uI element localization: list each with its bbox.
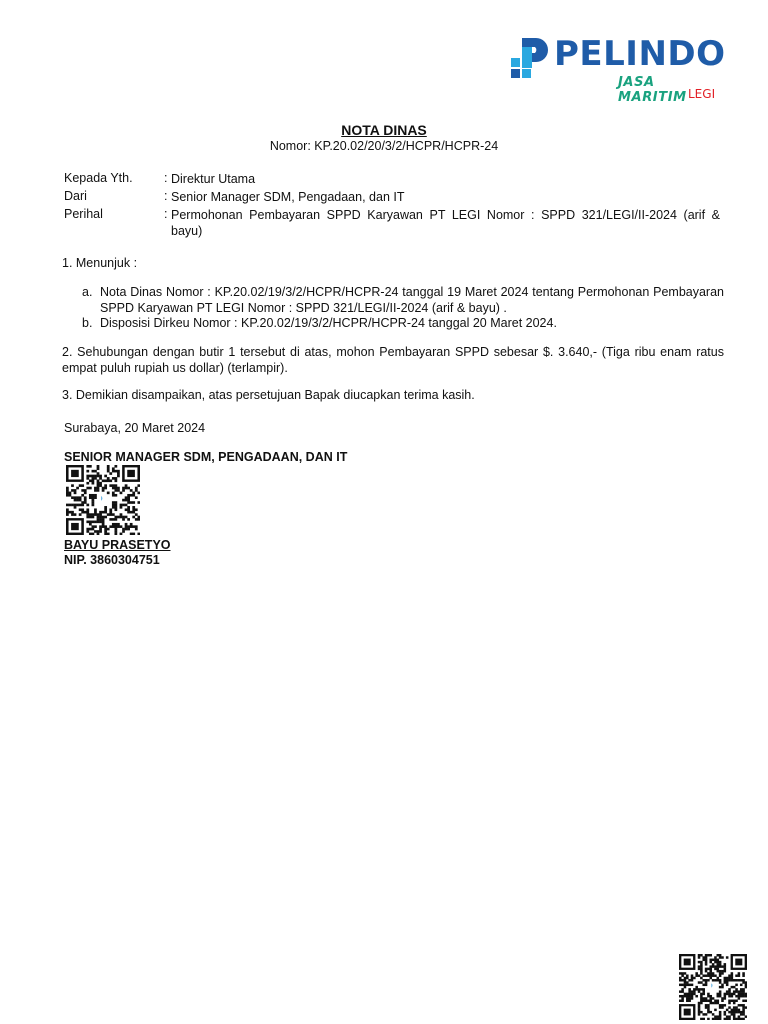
paragraph-2: 2. Sehubungan dengan butir 1 tersebut di atas, mohon Pembayaran SPPD sebesar $. 3.640,- (Tiga ribu enam ratus empat puluh rupiah us dollar) (terlampir). bbox=[62, 345, 724, 375]
meta-value: Direktur Utama bbox=[171, 172, 256, 186]
paragraph-3: 3. Demikian disampaikan, atas persetujuan Bapak diucapkan terima kasih. bbox=[62, 388, 475, 402]
signature-qr-code-icon bbox=[66, 465, 140, 535]
pelindo-logo-icon bbox=[508, 36, 550, 84]
signatory-name: BAYU PRASETYO bbox=[64, 538, 171, 552]
meta-label: Dari bbox=[64, 189, 87, 203]
document-title: NOTA DINAS bbox=[341, 122, 427, 138]
meta-label: Perihal bbox=[64, 207, 103, 221]
signatory-nip: NIP. 3860304751 bbox=[64, 553, 160, 567]
list-text: Disposisi Dirkeu Nomor : KP.20.02/19/3/2/HCPR/HCPR-24 tanggal 20 Maret 2024. bbox=[100, 316, 557, 330]
meta-label: Kepada Yth. bbox=[64, 171, 133, 185]
meta-value: Permohonan Pembayaran SPPD Karyawan PT LEGI Nomor : SPPD 321/LEGI/II-2024 (arif & bayu) bbox=[171, 208, 720, 238]
list-marker: a. bbox=[82, 285, 93, 299]
meta-colon: : bbox=[164, 189, 168, 203]
list-text: Nota Dinas Nomor : KP.20.02/19/3/2/HCPR/HCPR-24 tanggal 19 Maret 2024 tentang Permohonan Pembayaran SPPD Karyawan PT LEGI Nomor : SPPD 321/LEGI/II-2024 (arif & bayu) . bbox=[100, 285, 724, 315]
logo-unit: LEGI bbox=[688, 87, 716, 101]
meta-colon: : bbox=[164, 171, 168, 185]
footer-qr-code-icon bbox=[679, 954, 747, 1020]
paragraph-1: 1. Menunjuk : bbox=[62, 256, 138, 270]
meta-value: Senior Manager SDM, Pengadaan, dan IT bbox=[171, 190, 405, 204]
company-logo bbox=[508, 36, 728, 104]
logo-subbrand: JASA MARITIM bbox=[618, 75, 687, 105]
meta-colon: : bbox=[164, 207, 168, 221]
logo-brand: PELINDO bbox=[554, 34, 726, 74]
signatory-position: SENIOR MANAGER SDM, PENGADAAN, DAN IT bbox=[64, 450, 348, 464]
place-date: Surabaya, 20 Maret 2024 bbox=[64, 421, 206, 435]
list-marker: b. bbox=[82, 316, 93, 330]
document-number: Nomor: KP.20.02/20/3/2/HCPR/HCPR-24 bbox=[269, 139, 499, 153]
